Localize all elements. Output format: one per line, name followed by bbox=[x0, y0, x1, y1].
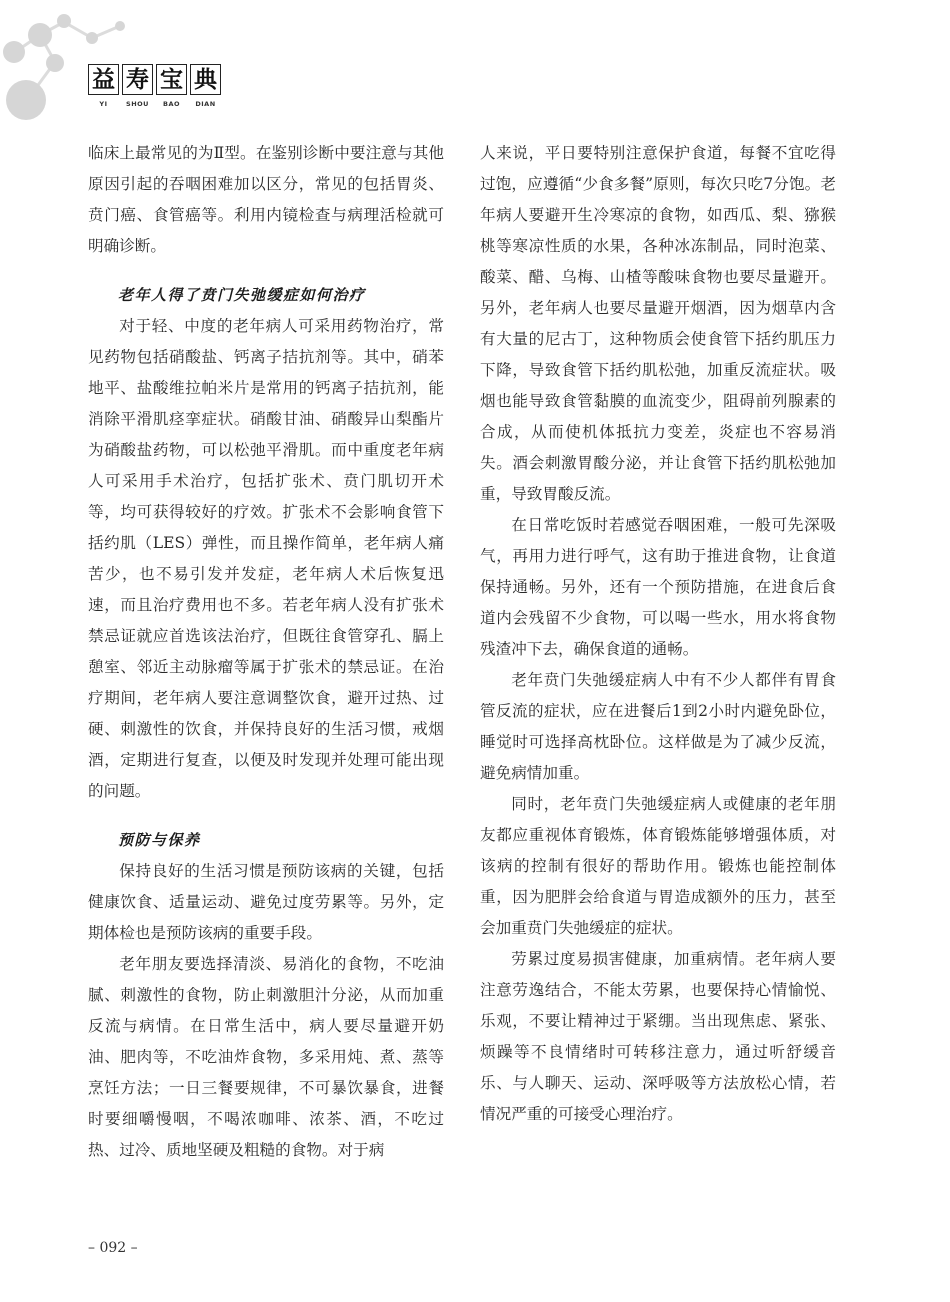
logo-pinyin-bao: BAO bbox=[162, 100, 180, 108]
paragraph: 老年贲门失弛缓症病人中有不少人都伴有胃食管反流的症状，应在进餐后1到2小时内避免卧位，睡觉时可选择高枕卧位。这样做是为了减少反流，避免病情加重。 bbox=[480, 671, 836, 782]
paragraph: 保持良好的生活习惯是预防该病的关键，包括健康饮食、适量运动、避免过度劳累等。另外，定期体检也是预防该病的重要手段。 bbox=[88, 862, 444, 942]
paragraph: 临床上最常见的为Ⅱ型。在鉴别诊断中要注意与其他原因引起的吞咽困难加以区分，常见的包括胃炎、贲门癌、食管癌等。利用内镜检查与病理活检就可明确诊断。 bbox=[88, 144, 444, 255]
section-heading-treatment: 老年人得了贲门失弛缓症如何治疗 bbox=[118, 286, 366, 304]
logo-char-yi: 益 bbox=[88, 64, 119, 95]
logo-char-dian: 典 bbox=[190, 64, 221, 95]
logo-pinyin-shou: SHOU bbox=[126, 100, 149, 108]
paragraph: 老年朋友要选择清淡、易消化的食物，不吃油腻、刺激性的食物，防止刺激胆汁分泌，从而加重反流与病情。在日常生活中，病人要尽量避开奶油、肥肉等，不吃油炸食物，多采用炖、煮、蒸等烹饪方法；一日三餐要规律，不可暴饮暴食，进餐时要细嚼慢咽，不喝浓咖啡、浓茶、酒，不吃过热、过冷、质地坚硬及粗糙的食物。对于病 bbox=[88, 955, 444, 1159]
section-heading-prevention: 预防与保养 bbox=[118, 831, 201, 849]
left-column bbox=[88, 138, 444, 1166]
logo-pinyin-yi: YI bbox=[99, 100, 108, 108]
right-column bbox=[480, 138, 836, 1130]
logo-pinyin bbox=[88, 100, 221, 108]
logo-pinyin-dian: DIAN bbox=[195, 100, 216, 108]
paragraph: 劳累过度易损害健康，加重病情。老年病人要注意劳逸结合，不能太劳累，也要保持心情愉悦、乐观，不要让精神过于紧绷。当出现焦虑、紧张、烦躁等不良情绪时可转移注意力，通过听舒缓音乐、与人聊天、运动、深呼吸等方法放松心情，若情况严重的可接受心理治疗。 bbox=[480, 950, 836, 1123]
paragraph: 同时，老年贲门失弛缓症病人或健康的老年朋友都应重视体育锻炼，体育锻炼能够增强体质，对该病的控制有很好的帮助作用。锻炼也能控制体重，因为肥胖会给食道与胃造成额外的压力，甚至会加重贲门失弛缓症的症状。 bbox=[480, 795, 836, 937]
paragraph: 在日常吃饭时若感觉吞咽困难，一般可先深吸气，再用力进行呼气，这有助于推进食物，让食道保持通畅。另外，还有一个预防措施，在进食后食道内会残留不少食物，可以喝一些水，用水将食物残渣冲下去，确保食道的通畅。 bbox=[480, 516, 836, 658]
paragraph: 人来说，平日要特别注意保护食道，每餐不宜吃得过饱，应遵循“少食多餐”原则，每次只吃7分饱。老年病人要避开生冷寒凉的食物，如西瓜、梨、猕猴桃等寒凉性质的水果，各种冰冻制品，同时泡菜、酸菜、醋、乌梅、山楂等酸味食物也要尽量避开。另外，老年病人也要尽量避开烟酒，因为烟草内含有大量的尼古丁，这种物质会使食管下括约肌压力下降，导致食管下括约肌松弛，加重反流症状。吸烟也能导致食管黏膜的血流变少，阻碍前列腺素的合成，从而使机体抵抗力变差，炎症也不容易消失。酒会刺激胃酸分泌，并让食管下括约肌松弛加重，导致胃酸反流。 bbox=[480, 144, 836, 503]
logo-char-shou: 寿 bbox=[122, 64, 153, 95]
logo-characters bbox=[88, 64, 221, 95]
page-number: – 092 – bbox=[88, 1240, 138, 1256]
logo-char-bao: 宝 bbox=[156, 64, 187, 95]
magazine-logo bbox=[88, 64, 221, 108]
paragraph: 对于轻、中度的老年病人可采用药物治疗，常见药物包括硝酸盐、钙离子拮抗剂等。其中，硝苯地平、盐酸维拉帕米片是常用的钙离子拮抗剂，能消除平滑肌痉挛症状。硝酸甘油、硝酸异山梨酯片为硝酸盐药物，可以松弛平滑肌。而中重度老年病人可采用手术治疗，包括扩张术、贲门肌切开术等，均可获得较好的疗效。扩张术不会影响食管下括约肌（LES）弹性，而且操作简单，老年病人痛苦少，也不易引发并发症，老年病人术后恢复迅速，而且治疗费用也不多。若老年病人没有扩张术禁忌证就应首选该法治疗，但既往食管穿孔、膈上憩室、邻近主动脉瘤等属于扩张术的禁忌证。在治疗期间，老年病人要注意调整饮食，避开过热、过硬、刺激性的饮食，并保持良好的生活习惯，戒烟酒，定期进行复查，以便及时发现并处理可能出现的问题。 bbox=[88, 317, 444, 800]
